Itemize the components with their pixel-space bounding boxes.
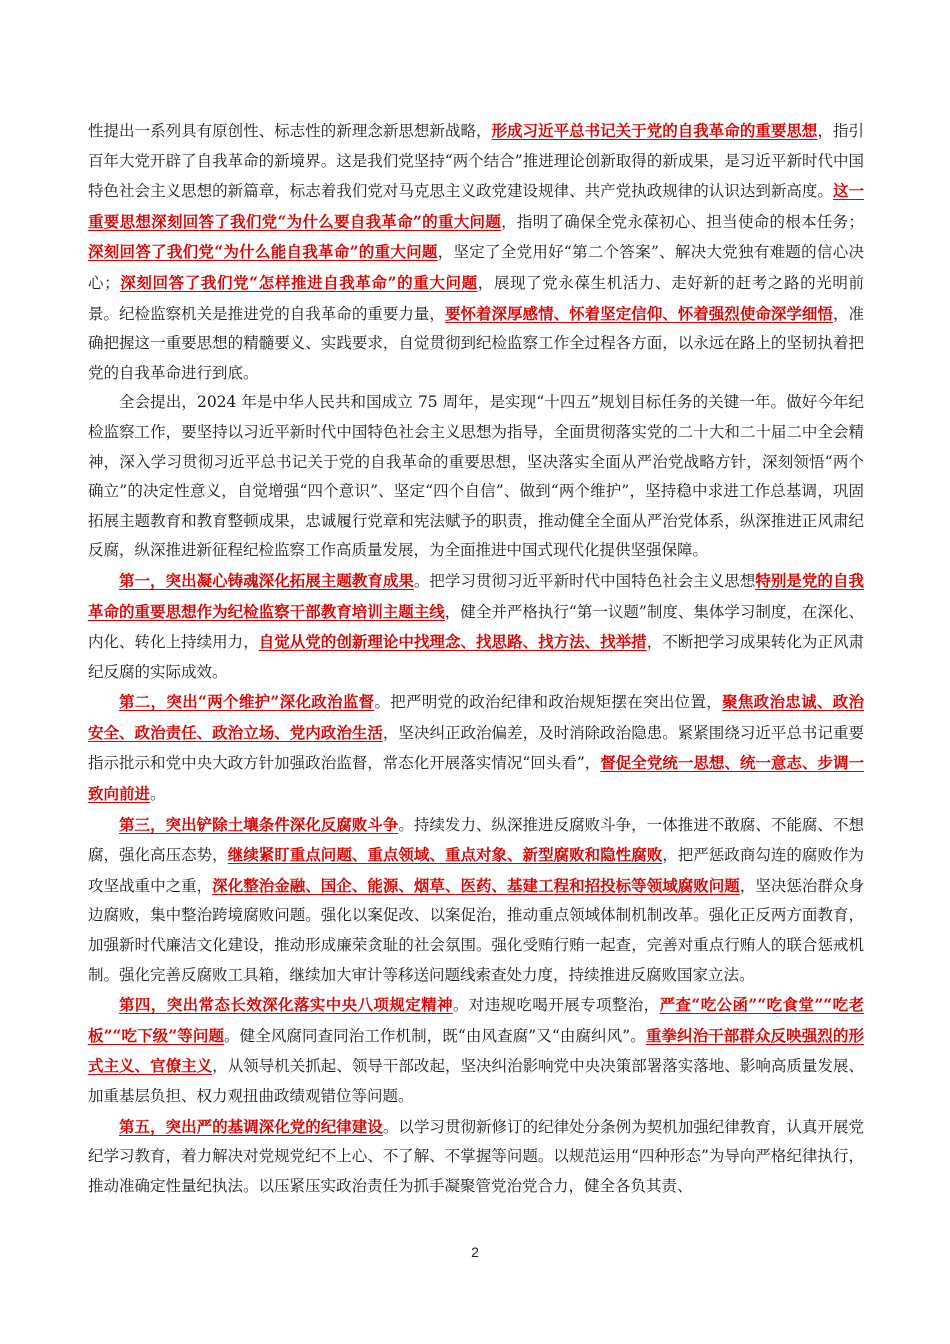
body-text: 全会提出，2024 年是中华人民共和国成立 75 周年，是实现“十四五”规划目标任务的关键一年。做好今年纪检监察工作，要坚持以习近平新时代中国特色社会主义思想为指导，全面贯彻落实党的二十大和二十届二中全会精神，深入学习贯彻习近平总书记关于党的自我革命的重要思想，坚决落实全面从严治党战略方针，深刻领悟“两个确立”的决定性意义，自觉增强“四个意识”、坚定“四个自信”、做到“两个维护”，坚持稳中求进工作总基调，巩固拓展主题教育和教育整顿成果，忠诚履行党章和宪法赋予的职责，推动健全全面从严治党体系，纵深推进正风肃纪反腐，纵深推进新征程纪检监察工作高质量发展，为全面推进中国式现代化提供坚强保障。 <box>88 393 864 560</box>
highlighted-text: 特别是党的自我革命的重要思想作为纪检监察干部教育培训主题主线 <box>88 570 864 621</box>
document-body <box>88 116 864 1201</box>
paragraph <box>88 810 864 991</box>
highlighted-text: 深刻回答了我们党“为什么能自我革命”的重大问题 <box>88 242 438 262</box>
highlighted-text: 第二，突出“两个维护”深化政治监督 <box>119 692 375 712</box>
body-text: 。持续发力、纵深推进反腐败斗争，一体推进不敢腐、不能腐、不想腐，强化高压态势， <box>88 815 864 865</box>
body-text: 。对违规吃喝开展专项整治， <box>452 996 660 1015</box>
body-text: 。 <box>150 785 166 804</box>
body-text: ，不断把学习成果转化为正风肃纪反腐的实际成效。 <box>88 633 864 681</box>
body-text: ，指明了确保全党永葆初心、担当使命的根本任务； <box>501 212 864 231</box>
highlighted-text: 第三，突出铲除土壤条件深化反腐败斗争 <box>119 814 399 834</box>
body-text: ，指引百年大党开辟了自我革命的新境界。这是我们党坚持“两个结合”推进理论创新取得的新成果，是习近平新时代中国特色社会主义思想的新篇章，标志着我们党对马克思主义政党建设规律、共产党执政规律的认识达到新高度。 <box>88 122 864 201</box>
highlighted-text: 自觉从党的创新理论中找理念、找思路、找方法、找举措 <box>258 632 647 652</box>
highlighted-text: 聚焦政治忠诚、政治安全、政治责任、政治立场、党内政治生活 <box>88 692 864 742</box>
body-text: 。把严明党的政治纪律和政治规矩摆在突出位置， <box>374 693 723 712</box>
paragraph <box>88 1112 864 1202</box>
body-text: 性提出一系列具有原创性、标志性的新理念新思想新战略， <box>88 122 492 140</box>
highlighted-text: 督促全党统一思想、统一意志、步调一致向前进 <box>88 753 864 804</box>
body-text: ，健全并严格执行“第一议题”制度、集体学习制度，在深化、内化、转化上持续用力， <box>88 602 864 652</box>
body-text: ，坚决惩治群众身边腐败，集中整治跨境腐败问题。强化以案促改、以案促治，推动重点领域体制机制改革。强化正反两方面教育，加强新时代廉洁文化建设，推动形成廉荣贪耻的社会氛围。强化受贿行贿一起查，完善对重点行贿人的联合惩戒机制。强化完善反腐败工具箱，继续加大审计等移送问题线索查处力度，持续推进反腐败国家立法。 <box>88 876 864 984</box>
highlighted-text: 要怀着深厚感情、怀着坚定信仰、怀着强烈使命深学细悟 <box>444 303 833 323</box>
highlighted-text: 第四，突出常态长效深化落实中央八项规定精神 <box>119 995 453 1015</box>
body-text: ，准确把握这一重要思想的精髓要义、实践要求，自觉贯彻到纪检监察工作全过程各方面，以永远在路上的坚韧执着把党的自我革命进行到底。 <box>88 304 864 382</box>
body-text: ，把严惩政商勾连的腐败作为攻坚战重中之重， <box>88 846 864 895</box>
paragraph <box>88 990 864 1111</box>
highlighted-text: 形成习近平总书记关于党的自我革命的重要思想 <box>491 121 818 140</box>
highlighted-text: 继续紧盯重点问题、重点领域、重点对象、新型腐败和隐性腐败 <box>227 845 663 865</box>
body-text: 。健全风腐同查同治工作机制，既“由风查腐”又“由腐纠风”。 <box>224 1026 646 1045</box>
highlighted-text: 第一，突出凝心铸魂深化拓展主题教育成果 <box>119 570 414 590</box>
highlighted-text: 这一重要思想深刻回答了我们党“为什么要自我革命”的重大问题 <box>88 181 864 231</box>
paragraph <box>88 388 864 566</box>
highlighted-text: 严查“吃公函”“吃食堂”“吃老板”“吃下级”等问题 <box>88 995 864 1045</box>
body-text: 。以学习贯彻新修订的纪律处分条例为契机加强纪律教育，认真开展党纪学习教育，着力解决对党规党纪不上心、不了解、不掌握等问题。以规范运用“四种形态”为导向严格纪律执行，推动准确定性量纪执法。以压紧压实政治责任为抓手凝聚管党治党合力，健全各负其责、 <box>88 1117 864 1195</box>
paragraph <box>88 566 864 687</box>
highlighted-text: 深刻回答了我们党“怎样推进自我革命”的重大问题 <box>119 272 478 292</box>
body-text: 。把学习贯彻习近平新时代中国特色社会主义思想 <box>413 571 756 590</box>
page-number: 2 <box>471 1244 479 1260</box>
highlighted-text: 深化整治金融、国企、能源、烟草、医药、基建工程和招投标等领域腐败问题 <box>212 875 740 895</box>
paragraph <box>88 116 864 388</box>
body-text: ，从领导机关抓起、领导干部改起，坚决纠治影响党中央决策部署落实落地、影响高质量发展、加重基层负担、权力观扭曲政绩观错位等问题。 <box>88 1057 864 1105</box>
body-text: ，展现了党永葆生机活力、走好新的赶考之路的光明前景。纪检监察机关是推进党的自我革命的重要力量， <box>88 273 864 323</box>
paragraph <box>88 687 864 809</box>
body-text: ，坚定了全党用好“第二个答案”、解决大党独有难题的信心决心； <box>88 243 864 292</box>
highlighted-text: 第五，突出严的基调深化党的纪律建设 <box>119 1116 383 1136</box>
highlighted-text: 重拳纠治干部群众反映强烈的形式主义、官僚主义 <box>88 1025 864 1076</box>
body-text: ，坚决纠正政治偏差，及时消除政治隐患。紧紧围绕习近平总书记重要指示批示和党中央大政方针加强政治监督，常态化开展落实情况“回头看”， <box>88 723 864 773</box>
